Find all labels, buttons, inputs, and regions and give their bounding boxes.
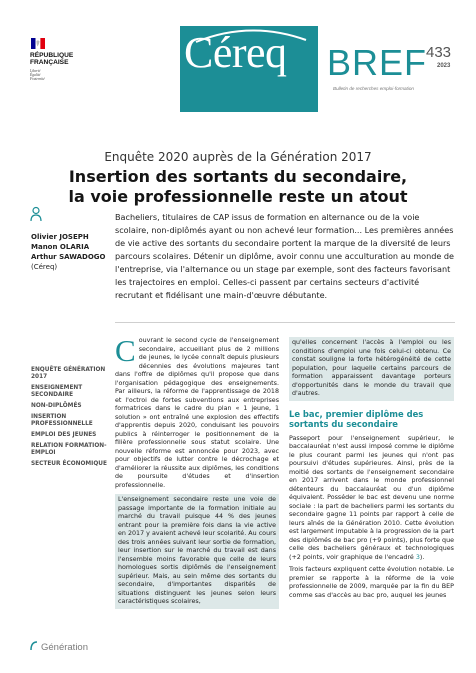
divider <box>115 322 455 323</box>
keyword: NON-DIPLÔMÉS <box>31 403 82 409</box>
body-paragraph <box>115 333 279 490</box>
section-heading: Le bac, premier diplôme des sortants du secondaire <box>289 408 424 429</box>
pre-title: Enquête 2020 auprès de la Génération 2017 <box>104 150 372 164</box>
keyword: SECTEUR ÉCONOMIQUE <box>31 461 107 467</box>
author-name: Manon OLARIA <box>31 243 90 251</box>
body-paragraph: L'enseignement secondaire reste une voie de passage importante de la formation initiale au marché du travail puisque 44 % des jeunes entrant pour la première fois dans la vie active en 2017 y avaient achevé leur scolarité. Au cours des trois années suivant leur sortie de formation, leur insertion sur le marché du travail est dans l'ensemble moins favorable que celle de leurs homologues sortis diplômés de l'enseignement supérieur. Mais, au sein même des sortants du secondaire, d'importantes disparités de situations distinguent les jeunes selon leurs caractéristiques scolaires, <box>115 494 279 609</box>
marianne-icon <box>31 38 45 49</box>
bref-series-title: BREF <box>327 42 428 83</box>
body-paragraph: qu'elles concernent l'accès à l'emploi ou les conditions d'emploi une fois celui-ci obtenu. Ce constat souligne la forte hétérogénéité de cette population, pour laquelle certains parcours de formation apparaissent davantage porteurs d'opportunités dans le monde du travail que d'autres. <box>289 337 454 401</box>
issue-year: 2023 <box>437 63 451 69</box>
cereq-logo-text: Céreq <box>184 28 287 77</box>
keyword: RELATION FORMATION-EMPLOI <box>31 443 107 456</box>
author-list <box>31 232 106 272</box>
generation-logo <box>30 637 88 655</box>
box-reference-link[interactable]: 3 <box>415 553 420 561</box>
republique-francaise-logo <box>30 38 90 81</box>
author-name: Arthur SAWADOGO <box>31 253 106 261</box>
keywords-list <box>31 367 111 472</box>
author-name: Olivier JOSEPH <box>31 233 89 241</box>
body-paragraph: Trois facteurs expliquent cette évolution notable. Le premier se rapporte à la réforme de la voie professionnelle de 2009, marquée par la fin du BEP comme sas d'accès au bac pro, auquel les jeunes <box>289 566 454 599</box>
issue-number: 433 <box>426 44 452 61</box>
keyword: ENSEIGNEMENT SECONDAIRE <box>31 385 83 398</box>
page-title: Insertion des sortants du secondaire, la voie professionnelle reste un atout <box>68 167 408 206</box>
paragraph-text: ). <box>419 553 425 561</box>
lead-paragraph: Bacheliers, titulaires de CAP issus de formation en alternance ou de la voie scolaire, non-diplômés ayant ou non achevé leur formation... Les premières années de vie active des sortants du secondaire portent la marque de la diversité de leurs parcours scolaires. Détenir un diplôme, avoir connu une acculturation au monde de l'entreprise, via l'alternance ou un stage par exemple, sont des facteurs favorisant les trajectoires en emploi. Celles-ci passent par certains secteurs d'activité recrutant et fidélisant une main-d'œuvre débutante. <box>115 212 455 300</box>
drop-cap: C <box>115 333 136 368</box>
paragraph-text: Passeport pour l'enseignement supérieur, le baccalauréat n'est aussi imposé comme le diplôme le plus courant parmi les jeunes qui n'ont pas poursuivi d'études supérieures. Ainsi, près de la moitié des sortants de l'enseignement secondaire en 2017 arrivent dans le monde professionnel détenteurs du baccalauréat ou d'un diplôme équivalent. Posséder le bac est devenu une norme sociale : la part de bacheliers parmi les sortants du secondaire gagne 11 points par rapport à celle de leurs aînés de la Génération 2010. Cette évolution est largement imputable à la progression de la part des diplômés de bac pro (+9 points), plus forte que celle des bacheliers généraux et technologiques (+2 points, voir graphique de l'encadré <box>289 434 454 561</box>
republic-name: RÉPUBLIQUE FRANÇAISE <box>30 52 74 67</box>
body-column-right <box>289 337 454 604</box>
author-org: (Céreq) <box>31 263 58 271</box>
generation-logo-text: Génération <box>41 642 89 653</box>
paragraph-text: ouvrant le second cycle de l'enseignement secondaire, accueillant plus de 2 millions de jeunes, le lycée connaît depuis plusieurs décennies des évolutions majeures tant dans l'offre de diplômes qu'il propose que dans l'organisation pédagogique des enseignements. Par ailleurs, la réforme de l'apprentissage de 2018 et l'octroi de fortes subventions aux entreprises formatrices dans le cadre du plan « 1 jeune, 1 solution » ont entraîné une explosion des effectifs d'apprentis depuis 2020, conduisant les pouvoirs publics à réinterroger le positionnement de la filière professionnelle sous statut scolaire. Une nouvelle réforme est annoncée pour 2023, avec pour objectifs de lutter contre le décrochage et d'améliorer la réussite aux diplômes, les conditions de poursuite d'études et d'insertion professionnelle. <box>115 337 279 489</box>
series-tagline: Bulletin de recherches emploi-formation <box>333 86 414 91</box>
keyword: EMPLOI DES JEUNES <box>31 432 97 438</box>
body-column-left <box>115 333 279 613</box>
body-paragraph <box>289 435 454 563</box>
keyword: ENQUÊTE GÉNÉRATION 2017 <box>31 367 106 380</box>
keyword: INSERTION PROFESSIONNELLE <box>31 414 93 427</box>
person-icon <box>30 206 42 222</box>
generation-mark-icon <box>30 641 38 651</box>
republic-motto: Liberté Égalité Fraternité <box>30 68 45 82</box>
